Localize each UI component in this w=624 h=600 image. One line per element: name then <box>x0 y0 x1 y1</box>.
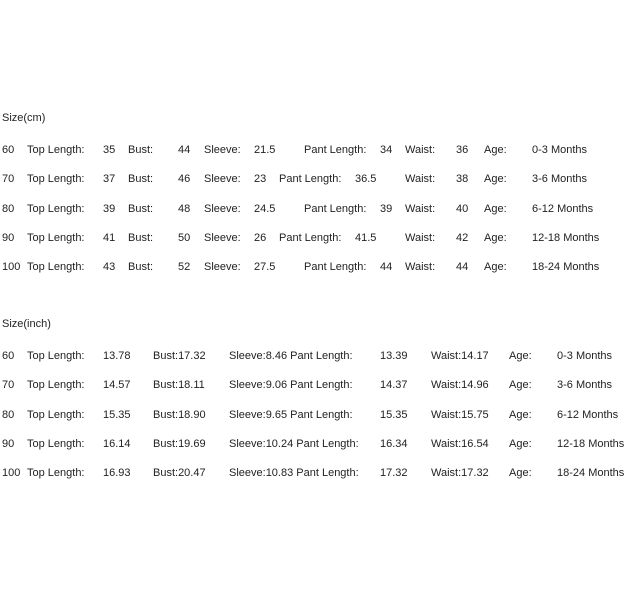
cm-pant-length-value: 39 <box>380 202 393 215</box>
inch-age-label: Age: <box>509 437 532 450</box>
inch-age-value: 12-18 Months <box>557 437 624 450</box>
inch-waist-value: Waist:16.54 <box>431 437 489 450</box>
cm-pant-length-label: Pant Length: <box>304 261 367 274</box>
inch-bust-value: Bust:17.32 <box>153 350 206 362</box>
cm-age-value: 18-24 Months <box>532 261 600 274</box>
inch-pant-length-value: 16.34 <box>380 437 408 450</box>
cm-bust-label: Bust: <box>128 144 154 156</box>
cm-pant-length-label: Pant Length: <box>304 202 367 215</box>
cm-pant-length-label: Pant Length: <box>304 144 367 156</box>
cm-row <box>0 230 600 246</box>
cm-sleeve-label: Sleeve: <box>204 231 241 244</box>
cm-row <box>0 201 600 217</box>
size-chart-inch <box>0 318 624 488</box>
inch-age-label: Age: <box>509 379 532 392</box>
cm-pant-length-label: Pant Length: <box>279 173 342 186</box>
cm-waist-label: Waist: <box>405 202 436 215</box>
inch-waist-value: Waist:17.32 <box>431 467 489 480</box>
inch-age-label: Age: <box>509 350 532 362</box>
cm-bust-value: 48 <box>178 202 191 215</box>
inch-top-length-label: Top Length: <box>27 408 85 421</box>
cm-sleeve-value: 23 <box>254 173 267 186</box>
cm-bust-value: 50 <box>178 231 191 244</box>
cm-bust-value: 52 <box>178 261 191 274</box>
cm-sleeve-value: 27.5 <box>254 261 276 274</box>
cm-top-length-label: Top Length: <box>27 202 85 215</box>
cm-waist-value: 42 <box>456 231 469 244</box>
cm-waist-value: 36 <box>456 144 469 156</box>
cm-waist-label: Waist: <box>405 231 436 244</box>
inch-sleeve-pant-label: Sleeve:9.06 Pant Length: <box>229 379 353 392</box>
inch-age-label: Age: <box>509 467 532 480</box>
cm-waist-label: Waist: <box>405 144 436 156</box>
cm-size: 60 <box>2 144 15 156</box>
cm-sleeve-label: Sleeve: <box>204 173 241 186</box>
cm-size: 90 <box>2 231 15 244</box>
cm-top-length-value: 39 <box>103 202 116 215</box>
cm-pant-length-value: 44 <box>380 261 393 274</box>
cm-pant-length-label: Pant Length: <box>279 231 342 244</box>
cm-sleeve-value: 24.5 <box>254 202 276 215</box>
inch-top-length-label: Top Length: <box>27 467 85 480</box>
cm-row <box>0 142 600 158</box>
inch-waist-value: Waist:14.96 <box>431 379 489 392</box>
cm-row <box>0 259 600 275</box>
inch-top-length-value: 13.78 <box>103 350 131 362</box>
inch-top-length-value: 16.93 <box>103 467 131 480</box>
inch-top-length-value: 14.57 <box>103 379 131 392</box>
inch-top-length-label: Top Length: <box>27 437 85 450</box>
cm-top-length-label: Top Length: <box>27 173 85 186</box>
inch-waist-value: Waist:15.75 <box>431 408 489 421</box>
cm-top-length-value: 41 <box>103 231 116 244</box>
cm-age-label: Age: <box>484 144 507 156</box>
cm-waist-label: Waist: <box>405 173 436 186</box>
cm-waist-value: 40 <box>456 202 469 215</box>
inch-age-value: 6-12 Months <box>557 408 619 421</box>
inch-age-value: 18-24 Months <box>557 467 624 480</box>
inch-waist-value: Waist:14.17 <box>431 350 489 362</box>
cm-size: 100 <box>2 261 21 274</box>
inch-top-length-value: 15.35 <box>103 408 131 421</box>
cm-age-value: 12-18 Months <box>532 231 600 244</box>
cm-pant-length-value: 36.5 <box>355 173 377 186</box>
cm-top-length-label: Top Length: <box>27 231 85 244</box>
inch-sleeve-pant-label: Sleeve:10.83 Pant Length: <box>229 467 359 480</box>
inch-size: 100 <box>2 467 21 480</box>
cm-top-length-value: 37 <box>103 173 116 186</box>
inch-sleeve-pant-label: Sleeve:9.65 Pant Length: <box>229 408 353 421</box>
size-inch-title: Size(inch) <box>2 318 51 330</box>
cm-sleeve-value: 26 <box>254 231 267 244</box>
cm-size: 80 <box>2 202 15 215</box>
cm-bust-label: Bust: <box>128 261 154 274</box>
cm-top-length-label: Top Length: <box>27 261 85 274</box>
cm-age-label: Age: <box>484 231 507 244</box>
cm-age-value: 6-12 Months <box>532 202 594 215</box>
cm-sleeve-value: 21.5 <box>254 144 276 156</box>
inch-pant-length-value: 15.35 <box>380 408 408 421</box>
inch-size: 60 <box>2 350 15 362</box>
cm-sleeve-label: Sleeve: <box>204 144 241 156</box>
cm-age-label: Age: <box>484 173 507 186</box>
inch-pant-length-value: 14.37 <box>380 379 408 392</box>
inch-age-value: 0-3 Months <box>557 350 613 362</box>
inch-bust-value: Bust:19.69 <box>153 437 206 450</box>
cm-sleeve-label: Sleeve: <box>204 261 241 274</box>
cm-age-value: 3-6 Months <box>532 173 588 186</box>
inch-bust-value: Bust:18.90 <box>153 408 206 421</box>
inch-age-label: Age: <box>509 408 532 421</box>
cm-bust-value: 46 <box>178 173 191 186</box>
inch-row <box>0 465 624 481</box>
cm-top-length-value: 43 <box>103 261 116 274</box>
size-cm-title: Size(cm) <box>2 112 46 124</box>
inch-pant-length-value: 13.39 <box>380 350 408 362</box>
inch-size: 70 <box>2 379 15 392</box>
inch-top-length-label: Top Length: <box>27 350 85 362</box>
inch-pant-length-value: 17.32 <box>380 467 408 480</box>
cm-top-length-value: 35 <box>103 144 116 156</box>
cm-age-label: Age: <box>484 261 507 274</box>
inch-top-length-label: Top Length: <box>27 379 85 392</box>
cm-pant-length-value: 41.5 <box>355 231 377 244</box>
inch-size: 80 <box>2 408 15 421</box>
inch-row <box>0 407 619 423</box>
cm-age-label: Age: <box>484 202 507 215</box>
cm-bust-value: 44 <box>178 144 191 156</box>
cm-top-length-label: Top Length: <box>27 144 85 156</box>
size-chart-cm <box>0 112 600 282</box>
cm-size: 70 <box>2 173 15 186</box>
inch-age-value: 3-6 Months <box>557 379 613 392</box>
inch-row <box>0 348 613 364</box>
cm-waist-value: 44 <box>456 261 469 274</box>
inch-bust-value: Bust:18.11 <box>153 379 205 392</box>
cm-waist-value: 38 <box>456 173 469 186</box>
cm-bust-label: Bust: <box>128 202 154 215</box>
inch-sleeve-pant-label: Sleeve:10.24 Pant Length: <box>229 437 359 450</box>
cm-waist-label: Waist: <box>405 261 436 274</box>
cm-bust-label: Bust: <box>128 173 154 186</box>
cm-sleeve-label: Sleeve: <box>204 202 241 215</box>
inch-bust-value: Bust:20.47 <box>153 467 206 480</box>
inch-size: 90 <box>2 437 15 450</box>
cm-bust-label: Bust: <box>128 231 154 244</box>
cm-row <box>0 171 600 187</box>
cm-pant-length-value: 34 <box>380 144 393 156</box>
inch-row <box>0 377 613 393</box>
inch-top-length-value: 16.14 <box>103 437 131 450</box>
cm-age-value: 0-3 Months <box>532 144 588 156</box>
inch-sleeve-pant-label: Sleeve:8.46 Pant Length: <box>229 350 353 362</box>
inch-row <box>0 436 624 452</box>
